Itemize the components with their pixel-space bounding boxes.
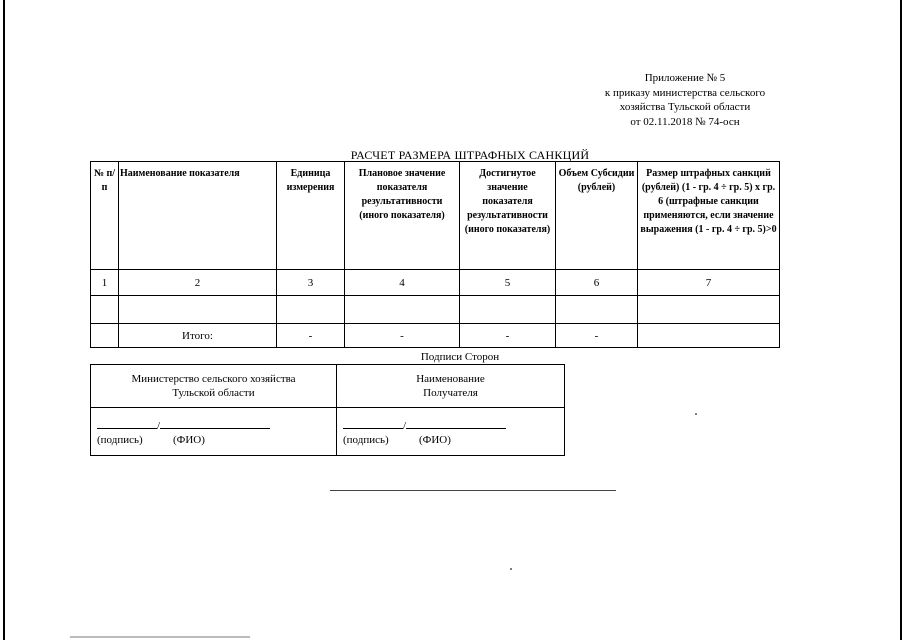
table-cell (556, 296, 638, 324)
header-planned-value: Плановое значение показателя результативности (иного показателя) (345, 162, 460, 270)
table-cell (91, 324, 119, 348)
signature-labels (97, 433, 336, 447)
col-num-5: 5 (460, 270, 556, 296)
ministry-signature-block (91, 408, 337, 456)
total-penalty (638, 324, 780, 348)
header-indicator-name: Наименование показателя (119, 162, 277, 270)
name-underline (406, 418, 506, 429)
appendix-line-2: к приказу министерства сельского (604, 86, 766, 99)
empty-data-row (91, 296, 780, 324)
table-header-row (91, 162, 780, 270)
scan-speck (695, 413, 697, 415)
header-number: № п/п (91, 162, 119, 270)
signature-underline (343, 418, 403, 429)
label-signature: (подпись) (343, 434, 389, 446)
table-cell (345, 296, 460, 324)
table-cell (277, 296, 345, 324)
appendix-line-1: Приложение № 5 (644, 72, 726, 84)
scan-border-left (3, 0, 5, 640)
signature-labels (343, 433, 564, 447)
party-recipient: Наименование Получателя (337, 365, 565, 408)
scan-speck (510, 568, 512, 570)
penalty-table (90, 161, 780, 348)
column-number-row (91, 270, 780, 296)
signatures-table (90, 364, 565, 456)
signature-line (97, 418, 336, 433)
appendix-line-3: хозяйства Тульской области (619, 101, 751, 113)
table-cell (460, 296, 556, 324)
closing-separator-line (330, 490, 616, 491)
header-penalty-size: Размер штрафных санкций (рублей) (1 - гр. 4 ÷ гр. 5) х гр. 6 (штрафные санкции применяются, если значение выражения (1 - гр. 4 ÷ гр. 5)>0 (638, 162, 780, 270)
document-title: РАСЧЕТ РАЗМЕРА ШТРАФНЫХ САНКЦИЙ (350, 148, 590, 162)
name-underline (160, 418, 270, 429)
table-cell (91, 296, 119, 324)
party-ministry: Министерство сельского хозяйства Тульской области (91, 365, 337, 408)
col-num-4: 4 (345, 270, 460, 296)
label-name: (ФИО) (173, 434, 205, 446)
appendix-line-4: от 02.11.2018 № 74-осн (630, 115, 740, 128)
total-unit: - (277, 324, 345, 348)
col-num-7: 7 (638, 270, 780, 296)
col-num-6: 6 (556, 270, 638, 296)
header-achieved-value: Достигнутое значение показателя результативности (иного показателя) (460, 162, 556, 270)
col-num-1: 1 (91, 270, 119, 296)
recipient-signature-block (337, 408, 565, 456)
signature-slash: / (157, 420, 161, 432)
total-label: Итого: (119, 324, 277, 348)
label-name: (ФИО) (419, 434, 451, 446)
signature-line (343, 418, 564, 433)
table-cell (119, 296, 277, 324)
total-row (91, 324, 780, 348)
scan-border-right (900, 0, 902, 640)
signature-underline (97, 418, 157, 429)
appendix-note (560, 71, 810, 129)
signatures-heading: Подписи Сторон (420, 351, 500, 363)
total-achieved: - (460, 324, 556, 348)
header-unit: Единица измерения (277, 162, 345, 270)
total-subsidy: - (556, 324, 638, 348)
table-cell (638, 296, 780, 324)
col-num-3: 3 (277, 270, 345, 296)
header-subsidy-volume: Объем Субсидии (рублей) (556, 162, 638, 270)
total-planned: - (345, 324, 460, 348)
scan-border-bottom (70, 636, 250, 638)
label-signature: (подпись) (97, 434, 143, 446)
col-num-2: 2 (119, 270, 277, 296)
signature-slash: / (403, 420, 407, 432)
